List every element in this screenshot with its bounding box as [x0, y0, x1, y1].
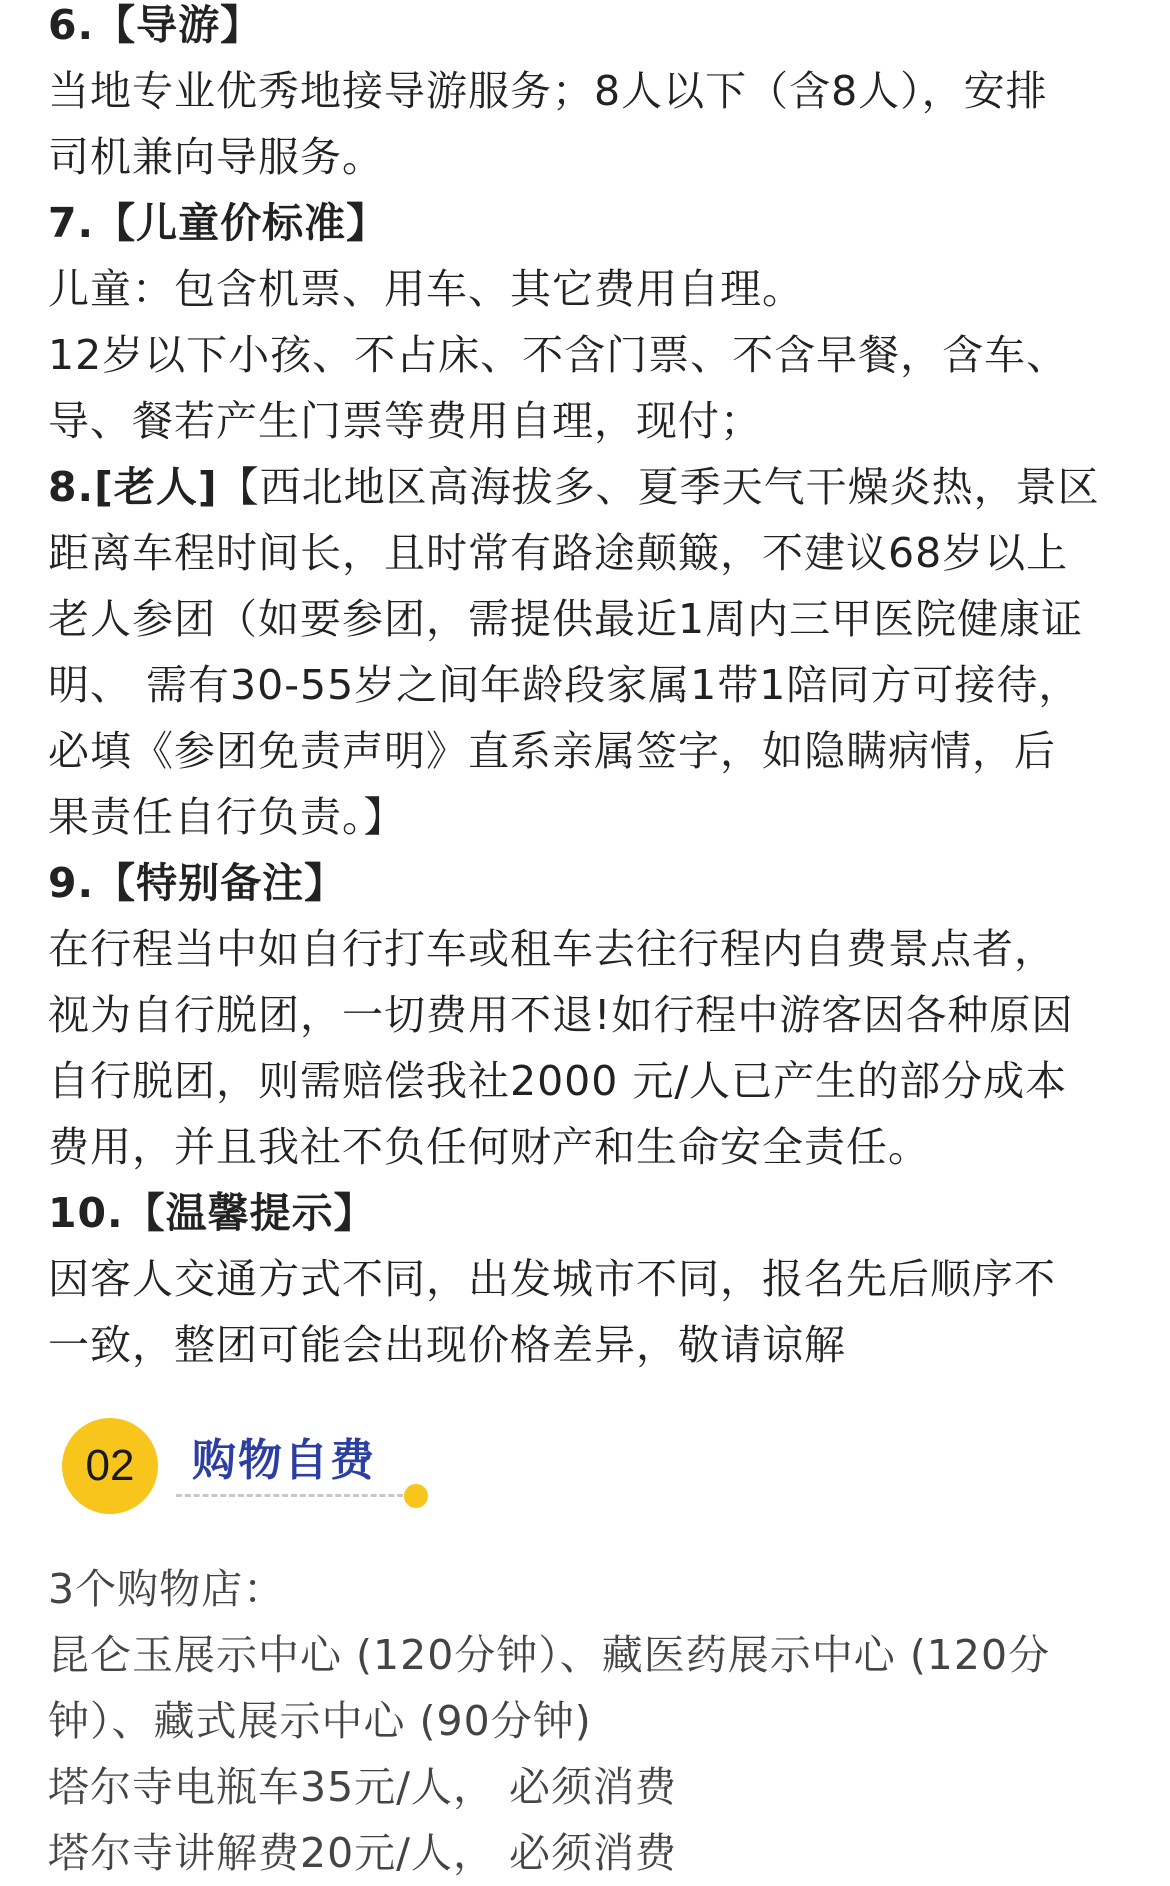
- elderly-text-3: 老人参团（如要参团，需提供最近1周内三甲医院健康证: [48, 595, 1084, 643]
- guide-text-1: 当地专业优秀地接导游服务；8人以下（含8人），安排: [48, 67, 1048, 115]
- child-price-text-1: 儿童：包含机票、用车、其它费用自理。: [48, 265, 804, 313]
- special-notes-text-4: 费用，并且我社不负任何财产和生命安全责任。: [48, 1123, 930, 1171]
- section-title: 购物自费: [192, 1435, 376, 1486]
- shopping-text-1: 3个购物店：: [48, 1565, 286, 1613]
- heading-child-price: 7.【儿童价标准】: [48, 199, 389, 247]
- section-dot-icon: [404, 1484, 428, 1508]
- elderly-text-2: 距离车程时间长，且时常有路途颠簸，不建议68岁以上: [48, 529, 1069, 577]
- elderly-text-1: [48, 454, 1122, 520]
- notes-list: [48, 0, 1122, 1378]
- heading-special-notes: 9.【特别备注】: [48, 859, 347, 907]
- heading-guide: 6.【导游】: [48, 1, 263, 49]
- tips-text-2: 一致，整团可能会出现价格差异，敬请谅解: [48, 1321, 846, 1369]
- heading-tips: 10.【温馨提示】: [48, 1189, 376, 1237]
- shopping-text-4: 塔尔寺电瓶车35元/人， 必须消费: [48, 1763, 678, 1811]
- heading-elderly: 8.[老人]: [48, 463, 218, 511]
- shopping-text-3: 钟）、藏式展示中心 (90分钟): [48, 1697, 592, 1745]
- special-notes-text-2: 视为自行脱团，一切费用不退!如行程中游客因各种原因: [48, 991, 1074, 1039]
- child-price-text-2: 12岁以下小孩、不占床、不含门票、不含早餐，含车、: [48, 331, 1069, 379]
- guide-text-2: 司机兼向导服务。: [48, 133, 384, 181]
- elderly-text-5: 必填《参团免责声明》直系亲属签字，如隐瞒病情，后: [48, 727, 1056, 775]
- section-header-shopping: [62, 1418, 482, 1518]
- shopping-text-5: 塔尔寺讲解费20元/人， 必须消费: [48, 1829, 678, 1877]
- section-dashed-divider: [176, 1494, 412, 1497]
- special-notes-text-3: 自行脱团，则需赔偿我社2000 元/人已产生的部分成本: [48, 1057, 1068, 1105]
- elderly-text-4: 明、 需有30-55岁之间年龄段家属1带1陪同方可接待，: [48, 661, 1081, 709]
- special-notes-text-1: 在行程当中如自行打车或租车去往行程内自费景点者，: [48, 925, 1056, 973]
- tips-text-1: 因客人交通方式不同，出发城市不同，报名先后顺序不: [48, 1255, 1056, 1303]
- section-number-badge: 02: [62, 1418, 158, 1514]
- shopping-text-2: 昆仑玉展示中心 (120分钟）、藏医药展示中心 (120分: [48, 1631, 1051, 1679]
- elderly-text-6: 果责任自行负责。】: [48, 793, 406, 841]
- elderly-text-1-body: 【西北地区高海拔多、夏季天气干燥炎热，景区: [217, 463, 1100, 511]
- shopping-list: [48, 1556, 1122, 1886]
- child-price-text-3: 导、餐若产生门票等费用自理，现付；: [48, 397, 762, 445]
